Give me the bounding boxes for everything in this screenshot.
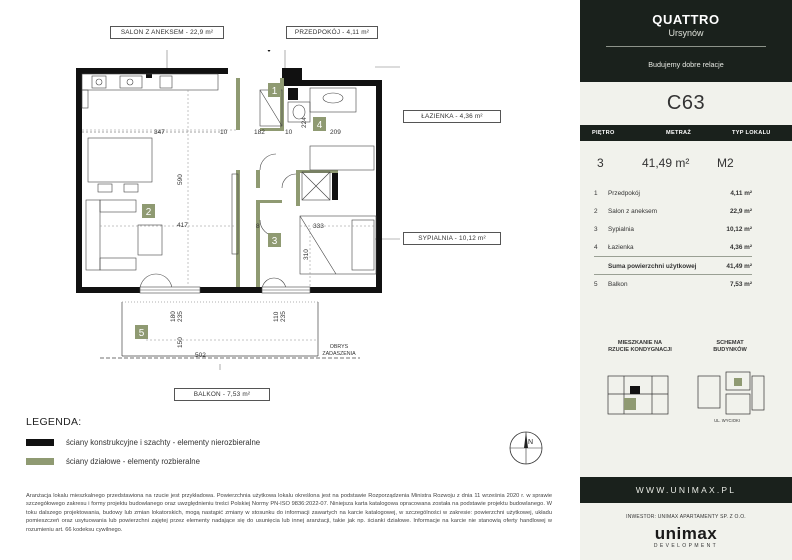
floor-plan-key-title [600,340,680,354]
sum-label: Suma powierzchni użytkowej [608,263,697,270]
dim-235-a: 235 [177,311,184,322]
dim-180: 180 [170,311,177,322]
room-no: 3 [594,226,598,233]
room-area: 22,9 m² [729,208,752,215]
room-row [594,244,780,254]
callout-sypialnia: SYPIALNIA - 10,12 m² [403,232,501,245]
sum-area: 41,49 m² [726,263,752,270]
legend-label-structural: ściany konstrukcyjne i szachty - elementy nierozbieralne [66,438,261,447]
value-floor: 3 [597,156,604,170]
brand-header [580,0,792,82]
room-no: 1 [594,190,598,197]
brand-name: QUATTRO [652,12,720,27]
value-area: 41,49 m² [642,156,690,170]
buildings-scheme-title [690,340,770,354]
balcony-no: 5 [594,281,598,288]
summary-table-header [580,125,792,141]
sidebar [580,0,792,560]
room-number-4: 4 [316,120,323,131]
sum-row [594,263,780,273]
dim-590: 590 [177,174,184,185]
room-area: 4,11 m² [730,190,752,197]
floor-plan-key-title-1: MIESZKANIE NA [617,340,663,346]
dim-224: 224 [301,117,308,128]
callout-przedpokoj: PRZEDPOKÓJ - 4,11 m² [286,26,378,39]
unit-code: C63 [666,92,706,114]
balcony-row [594,281,780,291]
balcony-area: 7,53 m² [729,281,752,288]
obrys-label: OBRYS [329,344,349,350]
legend-title: LEGENDA: [26,416,82,428]
dim-150: 150 [177,337,184,348]
legend-item-structural [26,438,260,447]
street-label: UL. WYCIOKI [714,418,740,423]
room-number-1: 1 [271,86,278,97]
dim-502: 502 [195,352,206,359]
room-row [594,226,780,236]
legend-swatch-partition [26,458,54,465]
legal-note: Aranżacja lokalu mieszkalnego przedstawiona na rzucie jest przykładowa. Powierzchnia użytkowa lokalu określona jest na podstawie Rozporządzenia Ministra Rozwoju z dnia 11 września 2020 r. w sprawie szczegółowego zakresu i formy projektu budowlanego oraz uwzględnieniu treści Polskiej Normy PN-ISO 9836:2022-07. Niniejsza karta katalogowa opracowana została na podstawie projektu budowlanego. W toku dalszego projektowania, budowy lub zmian lokatorskich, mogą nastąpić zmiany w stosunku do informacji zawartych na karcie katalogowej, w szczególności w zakresie: powierzchni użytkowej, układu pomieszczeń oraz usytuowania lub powierzchni zajętej przez elementy nadające się do usunięcia lub innej aranżacji, takie jak np. ścianki działowe. Informacje na karcie nie stanowią oferty handlowej w rozumieniu art. 66 kodeksu cywilnego. [26,493,552,533]
dim-110: 110 [273,311,280,322]
dim-209: 209 [330,129,341,136]
floor-plan [60,50,400,370]
unimax-logo: unimax [654,524,718,543]
floor-plan-key-title-2: RZUCIE KONDYGNACJI [608,347,672,353]
north-arrow-icon [506,428,546,473]
balcony-name: Balkon [608,281,628,288]
buildings-scheme-map [690,370,768,424]
sum-divider [594,256,752,257]
legend-item-partition [26,457,200,466]
dim-235-b: 235 [280,311,287,322]
investor-text: INWESTOR: UNIMAX APARTAMENTY SP. Z O.O. [626,514,746,520]
buildings-scheme-title-1: SCHEMAT [716,340,744,346]
header-area: METRAŻ [666,130,692,136]
room-no: 2 [594,208,598,215]
north-label: N [528,439,534,446]
legend-swatch-structural [26,439,54,446]
room-number-2: 2 [145,207,152,218]
callout-salon: SALON Z ANEKSEM - 22,9 m² [110,26,224,39]
room-row [594,190,780,200]
website-link[interactable]: WWW.UNIMAX.PL [580,477,792,503]
room-number-5: 5 [138,328,145,339]
buildings-scheme-title-2: BUDYNKÓW [713,347,747,353]
dim-8: 8 [256,223,260,230]
header-divider [606,46,766,47]
callout-lazienka: ŁAZIENKA - 4,36 m² [403,110,501,123]
dim-417: 417 [177,222,188,229]
room-area: 10,12 m² [726,226,752,233]
legend-label-partition: ściany działowe - elementy rozbieralne [66,457,200,466]
dim-182: 182 [254,129,265,136]
tagline: Budujemy dobre relacje [648,60,724,69]
header-floor: PIĘTRO [592,130,615,136]
dim-333: 333 [313,223,324,230]
brand-location: Ursynów [668,28,704,38]
room-no: 4 [594,244,598,251]
room-name: Łazienka [608,244,634,251]
obrys-label-2: ZADASZENIA [322,351,356,357]
dim-347: 347 [154,129,165,136]
sum-divider [594,274,752,275]
room-name: Przedpokój [608,190,640,197]
room-row [594,208,780,218]
callout-balkon: BALKON - 7,53 m² [174,388,270,401]
dim-10-b: 10 [285,129,293,136]
dim-310: 310 [303,249,310,260]
room-name: Salon z aneksem [608,208,658,215]
header-type: TYP LOKALU [732,130,771,136]
room-number-3: 3 [271,236,278,247]
entrance-arrow-icon [263,50,275,52]
unimax-logo-sub: DEVELOPMENT [653,543,719,549]
room-name: Sypialnia [608,226,634,233]
room-area: 4,36 m² [729,244,752,251]
dim-10-a: 10 [220,129,228,136]
value-type: M2 [717,156,734,170]
floor-key-map [602,372,674,420]
